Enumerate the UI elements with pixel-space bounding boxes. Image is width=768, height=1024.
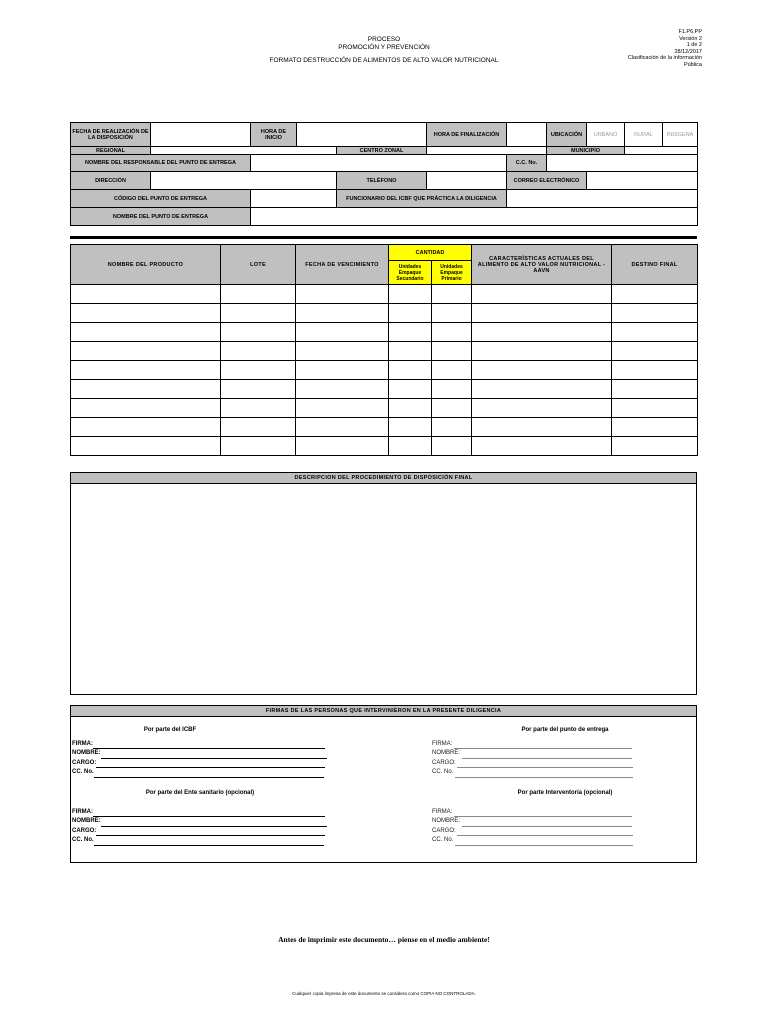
col-fecha-vencimiento: FECHA DE VENCIMIENTO xyxy=(296,245,389,285)
cell-nombre[interactable] xyxy=(71,342,221,361)
label-correo: CORREO ELECTRÓNICO xyxy=(507,172,587,190)
doc-date: 28/12/2017 xyxy=(674,48,702,55)
cell-caract[interactable] xyxy=(472,380,612,399)
interv-nombre-label: NOMBRE: xyxy=(432,818,461,825)
punto-title: Por parte del punto de entrega xyxy=(521,727,609,733)
label-ubicacion: UBICACIÓN xyxy=(547,123,587,147)
cell-sec[interactable] xyxy=(389,380,432,399)
cell-nombre[interactable] xyxy=(71,323,221,342)
icbf-nombre-label: NOMBRE: xyxy=(72,750,101,757)
cell-fecha[interactable] xyxy=(296,418,389,437)
cell-lote[interactable] xyxy=(221,437,296,456)
cell-lote[interactable] xyxy=(221,361,296,380)
punto-firma-line[interactable] xyxy=(454,742,632,749)
punto-cargo-line[interactable] xyxy=(457,761,633,768)
environment-message: Antes de imprimir este documento… piense en el medio ambiente! xyxy=(278,935,490,944)
classification-label: Clasificación de la información xyxy=(627,55,702,61)
option-rural[interactable]: RURAL xyxy=(625,123,663,147)
label-centro-zonal: CENTRO ZONAL xyxy=(337,147,427,155)
doc-code: F1.P6.PP xyxy=(678,29,702,35)
cell-nombre[interactable] xyxy=(71,361,221,380)
cell-sec[interactable] xyxy=(389,361,432,380)
punto-nombre-label: NOMBRE: xyxy=(432,750,461,757)
cell-lote[interactable] xyxy=(221,285,296,304)
cell-fecha[interactable] xyxy=(296,323,389,342)
product-table xyxy=(70,244,698,456)
interv-firma-line[interactable] xyxy=(454,810,632,817)
cell-lote[interactable] xyxy=(221,342,296,361)
punto-cc-label: CC. No. xyxy=(432,769,454,776)
cell-nombre[interactable] xyxy=(71,304,221,323)
table-row xyxy=(71,399,698,418)
cell-nombre[interactable] xyxy=(71,437,221,456)
cell-caract[interactable] xyxy=(472,342,612,361)
cell-fecha[interactable] xyxy=(296,399,389,418)
cell-pri[interactable] xyxy=(432,323,472,342)
ente-cc-label: CC. No. xyxy=(72,837,94,844)
description-section xyxy=(70,472,697,695)
table-row xyxy=(71,304,698,323)
punto-signature-fields xyxy=(432,740,633,778)
cell-destino[interactable] xyxy=(612,380,698,399)
cell-lote[interactable] xyxy=(221,399,296,418)
icbf-cc-line[interactable] xyxy=(94,771,324,778)
ente-nombre-line[interactable] xyxy=(101,820,327,827)
label-funcionario: FUNCIONARIO DEL ICBF QUE PRÁCTICA LA DILIGENCIA xyxy=(337,190,507,208)
icbf-signature-fields xyxy=(72,740,327,778)
table-row xyxy=(71,285,698,304)
cell-sec[interactable] xyxy=(389,437,432,456)
ente-nombre-label: NOMBRE: xyxy=(72,818,101,825)
cell-nombre[interactable] xyxy=(71,418,221,437)
field-codigo-punto[interactable] xyxy=(251,190,337,208)
cell-sec[interactable] xyxy=(389,304,432,323)
interv-cargo-label: CARGO: xyxy=(432,827,456,834)
interv-cc-line[interactable] xyxy=(455,839,633,846)
cell-pri[interactable] xyxy=(432,380,472,399)
doc-version: Versión 2 xyxy=(679,35,702,42)
cell-nombre[interactable] xyxy=(71,380,221,399)
cell-pri[interactable] xyxy=(432,304,472,323)
punto-cc-line[interactable] xyxy=(455,771,633,778)
label-municipio: MUNICIPIO xyxy=(547,147,625,155)
interv-cc-label: CC. No. xyxy=(432,837,454,844)
cell-lote[interactable] xyxy=(221,323,296,342)
punto-nombre-line[interactable] xyxy=(462,752,632,759)
cell-pri[interactable] xyxy=(432,399,472,418)
punto-cargo-label: CARGO: xyxy=(432,759,456,766)
cell-caract[interactable] xyxy=(472,323,612,342)
description-title: DESCRIPCION DEL PROCEDIMIENTO DE DISPOSICIÓN FINAL xyxy=(71,473,696,484)
cell-caract[interactable] xyxy=(472,418,612,437)
field-centro-zonal[interactable] xyxy=(427,147,547,155)
col-lote: LOTE xyxy=(221,245,296,285)
field-correo[interactable] xyxy=(587,172,698,190)
field-direccion[interactable] xyxy=(151,172,337,190)
ente-firma-label: FIRMA: xyxy=(72,809,93,815)
ente-title: Por parte del Ente sanitario (opcional) xyxy=(145,790,255,796)
col-caracteristicas: CARACTERÍSTICAS ACTUALES DEL ALIMENTO DE ALTO VALOR NUTRICIONAL - AAVN xyxy=(472,245,612,285)
description-textarea[interactable] xyxy=(71,484,696,694)
cell-fecha[interactable] xyxy=(296,304,389,323)
signatures-title: FIRMAS DE LAS PERSONAS QUE INTERVINIERON EN LA PRESENTE DILIGENCIA xyxy=(71,706,696,717)
label-hora-finalizacion: HORA DE FINALIZACIÓN xyxy=(427,123,507,147)
cell-fecha[interactable] xyxy=(296,285,389,304)
icbf-title: Por parte del ICBF xyxy=(143,727,197,733)
field-hora-finalizacion[interactable] xyxy=(507,123,547,147)
field-regional[interactable] xyxy=(151,147,337,155)
cell-sec[interactable] xyxy=(389,323,432,342)
col-destino-final: DESTINO FINAL xyxy=(612,245,698,285)
interventoria-signature-fields xyxy=(432,808,633,846)
classification-value: Pública xyxy=(683,61,702,68)
document-header xyxy=(200,36,568,65)
field-fecha-realizacion[interactable] xyxy=(151,123,251,147)
cell-nombre[interactable] xyxy=(71,285,221,304)
cell-pri[interactable] xyxy=(432,418,472,437)
field-telefono[interactable] xyxy=(427,172,507,190)
label-cc-no: C.C. No. xyxy=(507,155,547,172)
cell-caract[interactable] xyxy=(472,285,612,304)
field-cc-no[interactable] xyxy=(547,155,698,172)
table-row xyxy=(71,418,698,437)
field-responsable[interactable] xyxy=(251,155,507,172)
table-row xyxy=(71,380,698,399)
cell-nombre[interactable] xyxy=(71,399,221,418)
label-responsable: NOMBRE DEL RESPONSABLE DEL PUNTO DE ENTREGA xyxy=(71,155,251,172)
icbf-firma-line[interactable] xyxy=(93,742,325,749)
icbf-cargo-line[interactable] xyxy=(96,761,325,768)
label-telefono: TELÉFONO xyxy=(337,172,427,190)
cell-pri[interactable] xyxy=(432,342,472,361)
form-title: FORMATO DESTRUCCIÓN DE ALIMENTOS DE ALTO VALOR NUTRICIONAL xyxy=(269,57,499,64)
cell-sec[interactable] xyxy=(389,342,432,361)
cell-destino[interactable] xyxy=(612,418,698,437)
ente-cargo-line[interactable] xyxy=(96,829,325,836)
cell-fecha[interactable] xyxy=(296,361,389,380)
cell-fecha[interactable] xyxy=(296,437,389,456)
cell-fecha[interactable] xyxy=(296,342,389,361)
label-fecha-realizacion: FECHA DE REALIZACIÓN DE LA DISPOSICIÓN xyxy=(71,123,151,147)
icbf-cargo-label: CARGO: xyxy=(72,759,97,766)
cell-lote[interactable] xyxy=(221,418,296,437)
cell-caract[interactable] xyxy=(472,361,612,380)
icbf-nombre-line[interactable] xyxy=(101,752,327,759)
general-info-table xyxy=(70,122,698,226)
cell-sec[interactable] xyxy=(389,285,432,304)
label-hora-inicio: HORA DE INICIO xyxy=(251,123,297,147)
label-direccion: DIRECCIÓN xyxy=(71,172,151,190)
interventoria-title: Por parte Interventoría (opcional) xyxy=(517,790,613,796)
process-line: PROCESO xyxy=(367,36,401,43)
col-cantidad: CANTIDAD xyxy=(389,245,472,261)
cell-caract[interactable] xyxy=(472,304,612,323)
interv-firma-label: FIRMA: xyxy=(432,809,453,815)
cell-destino[interactable] xyxy=(612,437,698,456)
cell-pri[interactable] xyxy=(432,361,472,380)
cell-caract[interactable] xyxy=(472,437,612,456)
section-divider xyxy=(70,236,697,239)
process-name: PROMOCIÓN Y PREVENCIÓN xyxy=(338,44,430,51)
cell-sec[interactable] xyxy=(389,418,432,437)
field-funcionario[interactable] xyxy=(507,190,698,208)
cell-pri[interactable] xyxy=(432,285,472,304)
cell-destino[interactable] xyxy=(612,304,698,323)
option-urbano[interactable]: URBANO xyxy=(587,123,625,147)
table-row xyxy=(71,323,698,342)
cell-sec[interactable] xyxy=(389,399,432,418)
cell-lote[interactable] xyxy=(221,380,296,399)
field-nombre-punto[interactable] xyxy=(251,208,698,226)
ente-cc-line[interactable] xyxy=(94,839,324,846)
icbf-cc-label: CC. No. xyxy=(72,769,94,776)
icbf-firma-label: FIRMA: xyxy=(72,741,93,747)
option-indigena[interactable]: INDÍGENA xyxy=(663,123,698,147)
cell-lote[interactable] xyxy=(221,304,296,323)
label-nombre-punto: NOMBRE DEL PUNTO DE ENTREGA xyxy=(71,208,251,226)
cell-pri[interactable] xyxy=(432,437,472,456)
document-control-block xyxy=(560,29,702,68)
table-row xyxy=(71,437,698,456)
interv-nombre-line[interactable] xyxy=(462,820,632,827)
cell-destino[interactable] xyxy=(612,399,698,418)
cell-destino[interactable] xyxy=(612,342,698,361)
ente-cargo-label: CARGO: xyxy=(72,827,97,834)
punto-firma-label: FIRMA: xyxy=(432,741,453,747)
ente-signature-fields xyxy=(72,808,327,846)
interv-cargo-line[interactable] xyxy=(457,829,633,836)
cell-destino[interactable] xyxy=(612,285,698,304)
cell-destino[interactable] xyxy=(612,323,698,342)
table-row xyxy=(71,342,698,361)
doc-page: 1 de 2 xyxy=(686,42,702,48)
cell-destino[interactable] xyxy=(612,361,698,380)
col-unidades-primario: Unidades Empaque Primario xyxy=(432,261,472,285)
col-unidades-secundario: Unidades Empaque Secundario xyxy=(389,261,432,285)
table-row xyxy=(71,361,698,380)
col-nombre-producto: NOMBRE DEL PRODUCTO xyxy=(71,245,221,285)
field-hora-inicio[interactable] xyxy=(297,123,427,147)
field-municipio[interactable] xyxy=(625,147,698,155)
label-regional: REGIONAL xyxy=(71,147,151,155)
label-codigo-punto: CÓDIGO DEL PUNTO DE ENTREGA xyxy=(71,190,251,208)
uncontrolled-copy-note: Cualquier copia impresa de este documento se considera como COPIA NO CONTROLADA. xyxy=(292,991,476,996)
ente-firma-line[interactable] xyxy=(93,810,325,817)
cell-fecha[interactable] xyxy=(296,380,389,399)
cell-caract[interactable] xyxy=(472,399,612,418)
